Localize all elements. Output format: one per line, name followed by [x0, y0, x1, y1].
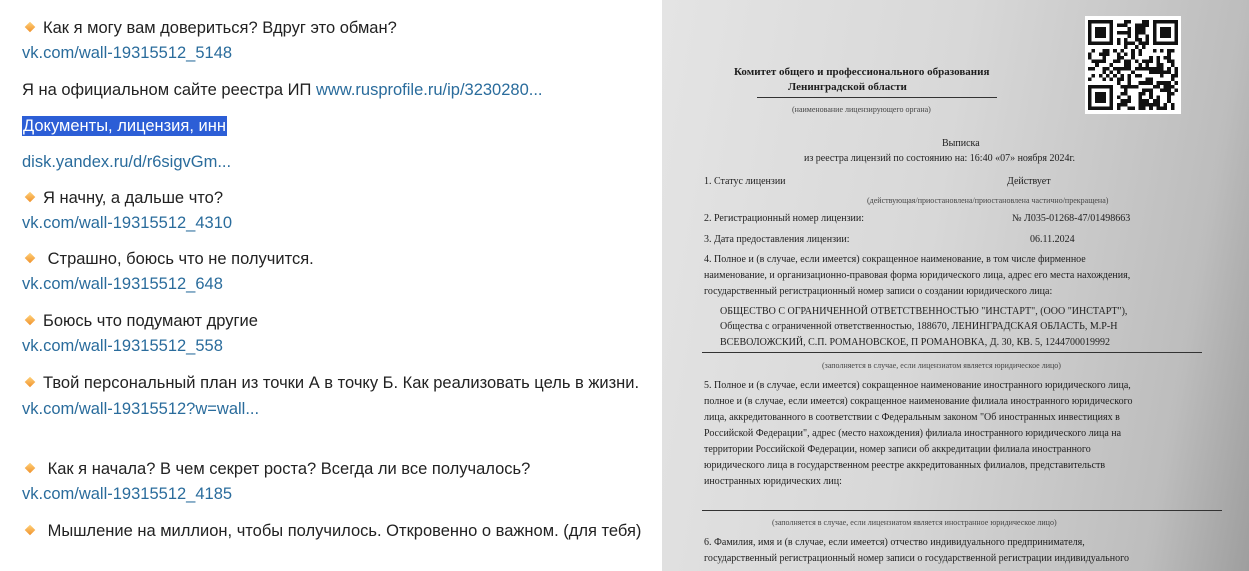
item-text: Мышление на миллион, чтобы получилось. Откровенно о важном. (для тебя)	[47, 522, 642, 540]
list-item	[22, 186, 652, 236]
item-text: Боюсь что подумают другие	[43, 312, 258, 330]
yandex-disk-link[interactable]: disk.yandex.ru/d/r6sigvGm...	[22, 153, 232, 171]
item-text: Как я начала? В чем секрет роста? Всегда ли все получалось?	[47, 460, 531, 478]
field-4-text: государственный регистрационный номер записи о создании юридического лица:	[704, 286, 1053, 297]
item-text: Твой персональный план из точки А в точку Б. Как реализовать цель в жизни.	[43, 374, 640, 392]
field-5-text: Российской Федерации", адрес (место нахождения) филиала иностранного юридического лица на	[704, 428, 1122, 439]
field-6-text: 6. Фамилия, имя и (в случае, если имеется) отчество индивидуального предпринимателя,	[704, 537, 1085, 548]
qr-code-icon	[1085, 16, 1181, 114]
doc-subtitle: из реестра лицензий по состоянию на: 16:40 «07» ноября 2024г.	[804, 153, 1076, 164]
field-5-text: юридического лица в государственном реестре аккредитованных филиалов, представительств	[704, 460, 1106, 471]
field-4-caption: (заполняется в случае, если лицензиатом является юридическое лицо)	[822, 361, 1061, 370]
list-item	[22, 78, 652, 103]
field-5-text: территории Российской Федерации, номер записи об аккредитации филиала иностранного	[704, 444, 1091, 455]
diamond-bullet-icon	[25, 22, 36, 33]
field-4-value: Общества с ограниченной ответственностью, 188670, ЛЕНИНГРАДСКАЯ ОБЛАСТЬ, М.Р-Н	[720, 321, 1118, 332]
field-4-value: ОБЩЕСТВО С ОГРАНИЧЕННОЙ ОТВЕТСТВЕННОСТЬЮ "ИНСТАРТ", (ООО "ИНСТАРТ"),	[720, 306, 1128, 317]
field-4-value: ВСЕВОЛОЖСКИЙ, С.П. РОМАНОВСКОЕ, П РОМАНОВКА, Д. 30, КВ. 5, 1244700019992	[720, 337, 1110, 348]
doc-title: Выписка	[942, 138, 980, 149]
field-6-text: государственный регистрационный номер записи о государственной регистрации индивидуального	[704, 553, 1129, 564]
item-text: Страшно, боюсь что не получится.	[47, 250, 314, 268]
item-text: Я на официальном сайте реестра ИП	[22, 81, 316, 99]
list-item	[22, 518, 652, 544]
selected-text[interactable]: Документы, лицензия, инн	[23, 117, 226, 135]
list-item	[22, 457, 652, 507]
list-item	[22, 370, 652, 422]
list-item	[22, 150, 652, 175]
org-region: Ленинградской области	[788, 81, 907, 93]
list-item	[22, 114, 652, 139]
field-1-label: 1. Статус лицензии	[704, 176, 786, 187]
diamond-bullet-icon	[25, 253, 36, 264]
field-5-text: лица, аккредитованного в соответствии с Федеральным законом "Об иностранных инвестициях в	[704, 412, 1120, 423]
field-3-label: 3. Дата предоставления лицензии:	[704, 234, 850, 245]
item-text: Я начну, а дальше что?	[43, 189, 224, 207]
diamond-bullet-icon	[25, 315, 36, 326]
field-4-text: наименование, и организационно-правовая форма юридического лица, адрес его места нахождения,	[704, 270, 1131, 281]
field-5-text: иностранных юридических лиц:	[704, 476, 842, 487]
field-1-value: Действует	[1007, 176, 1051, 187]
field-5-caption: (заполняется в случае, если лицензиатом является иностранное юридическое лицо)	[772, 518, 1057, 527]
item-link[interactable]: vk.com/wall-19315512_4310	[22, 214, 233, 232]
diamond-bullet-icon	[25, 525, 36, 536]
field-5-text: полное и (в случае, если имеется) сокращенное наименование филиала иностранного юридического	[704, 396, 1133, 407]
item-link[interactable]: vk.com/wall-19315512_648	[22, 275, 223, 293]
field-2-label: 2. Регистрационный номер лицензии:	[704, 213, 865, 224]
rusprofile-link[interactable]: www.rusprofile.ru/ip/3230280...	[315, 81, 543, 99]
list-item	[22, 16, 652, 66]
org-name: Комитет общего и профессионального образования	[734, 66, 990, 78]
field-3-value: 06.11.2024	[1030, 234, 1075, 245]
item-link[interactable]: vk.com/wall-19315512?w=wall...	[22, 400, 260, 418]
diamond-bullet-icon	[25, 192, 36, 203]
field-4-text: 4. Полное и (в случае, если имеется) сокращенное наименование, в том числе фирменное	[704, 254, 1086, 265]
list-item	[22, 247, 652, 297]
item-link[interactable]: vk.com/wall-19315512_5148	[22, 44, 233, 62]
item-link[interactable]: vk.com/wall-19315512_558	[22, 337, 223, 355]
field-2-value: № Л035-01268-47/01498663	[1012, 213, 1131, 224]
item-link[interactable]: vk.com/wall-19315512_4185	[22, 485, 233, 503]
item-text: Как я могу вам довериться? Вдруг это обман?	[43, 19, 397, 37]
diamond-bullet-icon	[25, 377, 36, 388]
org-caption: (наименование лицензирующего органа)	[792, 105, 931, 114]
field-5-text: 5. Полное и (в случае, если имеется) сокращенное наименование иностранного юридического лица,	[704, 380, 1131, 391]
diamond-bullet-icon	[25, 463, 36, 474]
field-1-caption: (действующая/приостановлена/приостановлена частично/прекращена)	[867, 196, 1109, 205]
list-item	[22, 309, 652, 359]
